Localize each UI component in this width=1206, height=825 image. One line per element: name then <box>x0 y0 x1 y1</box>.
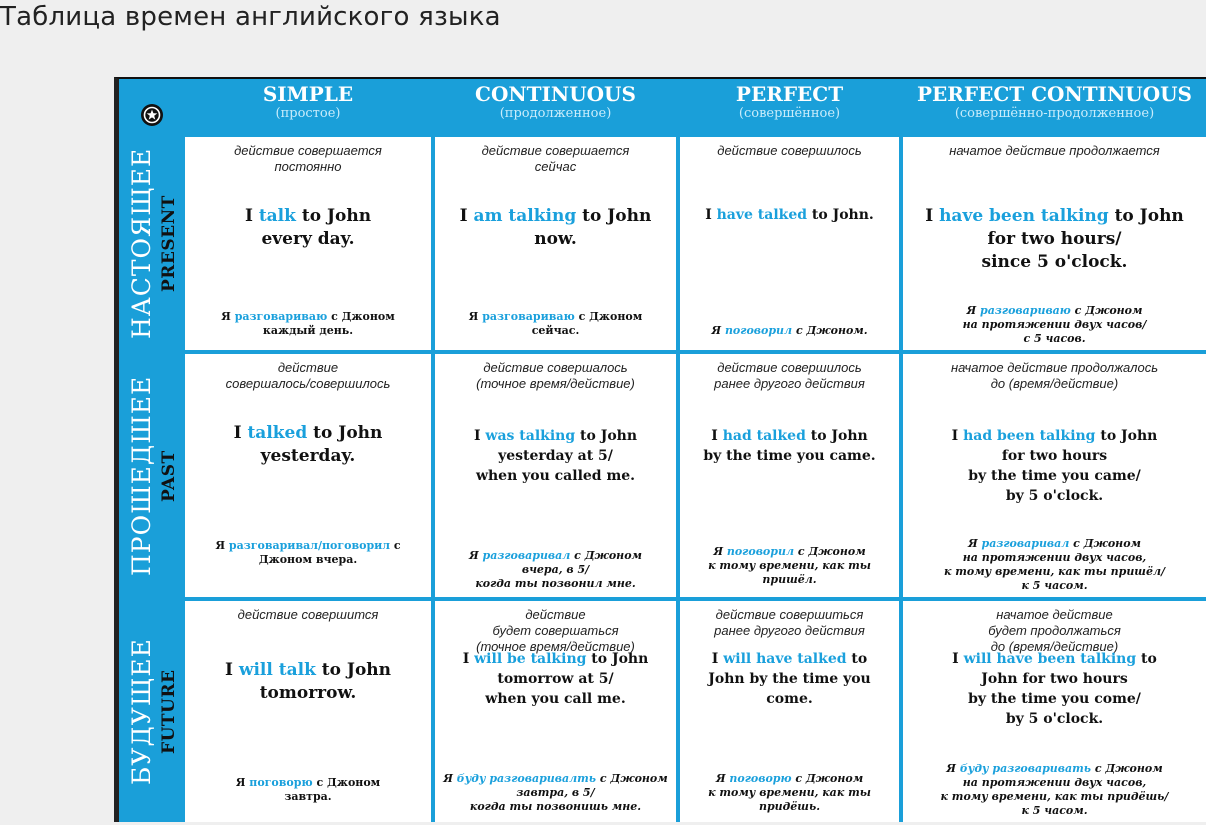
example-line <box>435 689 676 709</box>
text-part: by the time you come/ <box>968 691 1141 707</box>
tense-description <box>435 143 676 175</box>
description-line <box>903 360 1206 376</box>
example-sentence <box>680 649 899 709</box>
description-line <box>680 376 899 392</box>
tense-cell-present-perfect-continuous <box>903 137 1206 350</box>
text-part: I <box>462 651 475 667</box>
translation-line <box>435 549 676 563</box>
description-text: действие <box>525 607 586 622</box>
description-text: сейчас <box>534 159 577 174</box>
description-line <box>185 143 431 159</box>
tenses-table <box>114 77 1206 822</box>
highlighted-verb: will have talked <box>723 651 847 667</box>
column-subtitle: (продолженное) <box>499 106 612 121</box>
translation-line <box>903 804 1206 818</box>
example-line <box>903 669 1206 689</box>
column-title: PERFECT CONTINUOUS <box>917 82 1192 106</box>
example-line <box>903 446 1206 466</box>
star-icon <box>141 104 163 126</box>
text-part: to John. <box>807 207 874 223</box>
text-part: придёшь. <box>758 800 821 813</box>
highlighted-verb: will be talking <box>474 651 587 667</box>
text-part: вчера, в 5/ <box>521 563 590 576</box>
description-text: (точное время/действие) <box>476 376 635 391</box>
highlighted-verb: поговорю <box>249 776 313 789</box>
text-part: Я <box>968 537 982 550</box>
column-title: CONTINUOUS <box>475 82 636 106</box>
description-line <box>680 360 899 376</box>
highlighted-verb: will talk <box>238 660 316 680</box>
text-part: на протяжении двух часов, <box>962 551 1147 564</box>
text-part: когда ты позвонишь мне. <box>469 800 642 813</box>
tense-description <box>185 143 431 175</box>
column-subtitle: (совершённое) <box>738 106 841 121</box>
example-line <box>903 251 1206 274</box>
translation <box>435 549 676 591</box>
translation-line <box>185 310 431 324</box>
description-line <box>903 623 1206 639</box>
example-line <box>903 228 1206 251</box>
description-text: действие совершалось <box>483 360 628 375</box>
text-part: to <box>846 651 868 667</box>
example-sentence <box>185 659 431 705</box>
tense-cell-past-continuous <box>435 354 676 597</box>
example-sentence <box>185 422 431 468</box>
text-part: I <box>711 428 723 444</box>
example-line <box>435 466 676 486</box>
description-line <box>435 376 676 392</box>
text-part: к 5 часом. <box>1021 804 1088 817</box>
text-part: сейчас. <box>531 324 580 337</box>
page-title: Таблица времен английского языка <box>0 2 501 32</box>
translation-line <box>185 553 431 567</box>
column-title: SIMPLE <box>262 82 354 106</box>
example-line <box>185 205 431 228</box>
text-part: с Джоном <box>794 545 866 558</box>
description-line <box>435 360 676 376</box>
translation-line <box>903 304 1206 318</box>
highlighted-verb: talk <box>258 206 296 226</box>
translation-line <box>680 786 899 800</box>
text-part: к 5 часом. <box>1021 579 1088 592</box>
row-label-en: PRESENT <box>159 195 179 292</box>
tense-cell-present-continuous <box>435 137 676 350</box>
translation-line <box>903 537 1206 551</box>
text-part: to John <box>295 206 372 226</box>
example-sentence <box>435 205 676 251</box>
tense-cell-present-simple <box>185 137 431 350</box>
highlighted-verb: разговариваю <box>482 310 575 323</box>
tense-cell-past-perfect <box>680 354 899 597</box>
highlighted-verb: had been talking <box>963 428 1096 444</box>
description-line <box>435 143 676 159</box>
text-part: к тому времени, как ты <box>708 786 871 799</box>
translation <box>435 772 676 814</box>
text-part: с Джоном <box>327 310 395 323</box>
description-text: постоянно <box>274 159 342 174</box>
text-part: с Джоном <box>570 549 642 562</box>
translation-line <box>903 776 1206 790</box>
description-text: ранее другого действия <box>714 623 865 638</box>
translation-line <box>435 563 676 577</box>
tense-cell-past-simple <box>185 354 431 597</box>
description-text: действие совершается <box>481 143 630 158</box>
translation-line <box>185 790 431 804</box>
translation-line <box>185 776 431 790</box>
description-line <box>185 376 431 392</box>
highlighted-verb: am talking <box>473 206 577 226</box>
translation-line <box>680 324 899 338</box>
example-line <box>903 709 1206 729</box>
column-subtitle-wrap <box>185 106 431 122</box>
tense-description <box>435 360 676 392</box>
translation <box>185 539 431 567</box>
text-part: to John <box>575 428 638 444</box>
text-part: на протяжении двух часов/ <box>962 318 1147 331</box>
text-part: to John <box>586 651 649 667</box>
row-label-ru: БУДУЩЕЕ <box>127 638 156 785</box>
text-part: с Джоном <box>1070 304 1143 317</box>
translation <box>903 762 1206 818</box>
text-part: tomorrow at 5/ <box>497 671 614 687</box>
text-part: now. <box>534 229 577 249</box>
text-part: for two hours/ <box>987 229 1122 249</box>
row-label-present <box>119 137 185 350</box>
highlighted-verb: had talked <box>722 428 806 444</box>
text-part: к тому времени, как ты придёшь/ <box>940 790 1169 803</box>
example-line <box>903 466 1206 486</box>
highlighted-verb: поговорил <box>726 545 795 558</box>
example-line <box>435 426 676 446</box>
text-part: с Джоном <box>1091 762 1163 775</box>
text-part: every day. <box>261 229 355 249</box>
description-line <box>435 623 676 639</box>
text-part: к тому времени, как ты пришёл/ <box>943 565 1166 578</box>
text-part: to John <box>307 423 383 443</box>
column-header-continuous <box>435 79 676 135</box>
translation-line <box>680 800 899 814</box>
highlighted-verb: буду разговаривать <box>959 762 1092 775</box>
example-line <box>185 445 431 468</box>
description-text: действие совершается <box>234 143 382 158</box>
translation-line <box>435 786 676 800</box>
text-part: когда ты позвонил мне. <box>475 577 636 590</box>
highlighted-verb: have been talking <box>939 206 1109 226</box>
example-line <box>903 426 1206 446</box>
translation <box>435 310 676 338</box>
highlighted-verb: have talked <box>716 207 808 223</box>
text-part: to <box>1136 651 1157 667</box>
description-text: действие совершилось <box>717 360 862 375</box>
description-line <box>903 376 1206 392</box>
description-line <box>185 159 431 175</box>
example-sentence <box>185 205 431 251</box>
description-text: совершалось/совершилось <box>225 376 391 391</box>
description-text: действие совершилось <box>717 143 862 158</box>
description-line <box>680 143 899 159</box>
description-text: до (время/действие) <box>990 376 1119 391</box>
description-line <box>680 623 899 639</box>
tense-cell-future-perfect <box>680 601 899 822</box>
text-part: to John <box>805 428 868 444</box>
tense-description <box>185 607 431 623</box>
highlighted-verb: will have been talking <box>963 651 1137 667</box>
translation <box>185 776 431 804</box>
text-part: since 5 o'clock. <box>981 252 1128 272</box>
tense-description <box>680 607 899 639</box>
column-title-wrap <box>185 82 431 106</box>
text-part: Я <box>966 304 981 317</box>
example-sentence <box>435 426 676 486</box>
highlighted-verb: was talking <box>485 428 576 444</box>
text-part: to John <box>315 660 392 680</box>
row-label-future <box>119 601 185 822</box>
translation-line <box>435 800 676 814</box>
highlighted-verb: разговаривал <box>981 537 1070 550</box>
translation-line <box>903 565 1206 579</box>
translation <box>903 304 1206 346</box>
description-text: начатое действие продолжается <box>949 143 1160 158</box>
tense-description <box>903 360 1206 392</box>
text-part: Я <box>715 772 730 785</box>
text-part: to John <box>576 206 652 226</box>
translation <box>185 310 431 338</box>
example-line <box>680 649 899 669</box>
description-text: начатое действие продолжалось <box>950 360 1159 375</box>
text-part: на протяжении двух часов, <box>962 776 1147 789</box>
text-part: I <box>473 428 486 444</box>
text-part: к тому времени, как ты <box>708 559 871 572</box>
text-part: завтра, в 5/ <box>516 786 595 799</box>
description-text: (точное время/действие) <box>476 639 635 654</box>
example-sentence <box>680 205 899 225</box>
example-line <box>680 689 899 709</box>
column-subtitle: (совершённо-продолженное) <box>954 106 1155 121</box>
example-line <box>435 669 676 689</box>
translation-line <box>903 790 1206 804</box>
description-text: действие <box>277 360 339 375</box>
text-part: каждый день. <box>262 324 354 337</box>
tense-cell-present-perfect <box>680 137 899 350</box>
tense-description <box>435 607 676 655</box>
example-line <box>903 486 1206 506</box>
example-line <box>680 426 899 446</box>
highlighted-verb: разговариваю <box>234 310 328 323</box>
text-part: I <box>233 423 248 443</box>
text-part: for two hours <box>1001 448 1108 464</box>
example-line <box>680 446 899 466</box>
tense-description <box>680 360 899 392</box>
text-part: Я <box>221 310 235 323</box>
text-part: с Джоном <box>312 776 381 789</box>
example-line <box>185 228 431 251</box>
row-label-en: PAST <box>159 449 179 502</box>
translation-line <box>185 324 431 338</box>
text-part: Я <box>946 762 960 775</box>
translation-line <box>903 551 1206 565</box>
example-sentence <box>435 649 676 709</box>
highlighted-verb: разговаривал <box>482 549 571 562</box>
description-text: ранее другого действия <box>714 376 865 391</box>
text-part: завтра. <box>284 790 332 803</box>
text-part: пришёл. <box>762 573 817 586</box>
text-part: I <box>925 206 940 226</box>
example-line <box>680 669 899 689</box>
text-part: tomorrow. <box>259 683 357 703</box>
example-line <box>435 446 676 466</box>
column-title-wrap <box>435 82 676 106</box>
translation <box>903 537 1206 593</box>
text-part: by 5 o'clock. <box>1005 711 1104 727</box>
translation-line <box>435 577 676 591</box>
translation <box>680 545 899 587</box>
translation-line <box>903 579 1206 593</box>
translation-line <box>435 772 676 786</box>
highlighted-verb: разговаривал/поговорил <box>228 539 391 552</box>
text-part: to John <box>1108 206 1184 226</box>
example-line <box>185 659 431 682</box>
description-line <box>435 159 676 175</box>
text-part: to John <box>1095 428 1158 444</box>
text-part: Джоном вчера. <box>258 553 358 566</box>
tense-cell-past-perfect-continuous <box>903 354 1206 597</box>
column-title-wrap <box>903 82 1206 106</box>
text-part: by the time you came/ <box>968 468 1141 484</box>
text-part: John for two hours <box>981 671 1128 687</box>
example-sentence <box>680 426 899 466</box>
text-part: I <box>952 651 964 667</box>
text-part: yesterday at 5/ <box>498 448 613 464</box>
row-label-ru: ПРОШЕДШЕЕ <box>127 375 156 576</box>
column-subtitle-wrap <box>680 106 899 122</box>
translation <box>680 772 899 814</box>
translation-line <box>435 324 676 338</box>
highlighted-verb: talked <box>247 423 308 443</box>
tense-description <box>680 143 899 159</box>
tense-description <box>185 360 431 392</box>
example-line <box>435 649 676 669</box>
translation-line <box>903 762 1206 776</box>
translation-line <box>680 559 899 573</box>
column-subtitle: (простое) <box>275 106 341 121</box>
text-part: Я <box>215 539 229 552</box>
text-part: Я <box>235 776 250 789</box>
description-text: до (время/действие) <box>990 639 1119 654</box>
column-header-simple <box>185 79 431 135</box>
description-text: действие совершиться <box>715 607 864 622</box>
text-part: Я <box>469 549 483 562</box>
translation-line <box>680 545 899 559</box>
text-part: с Джоном <box>596 772 668 785</box>
text-part: I <box>951 428 964 444</box>
text-part: I <box>705 207 717 223</box>
translation-line <box>680 772 899 786</box>
example-line <box>185 682 431 705</box>
text-part: when you call me. <box>485 691 626 707</box>
text-part: I <box>711 651 724 667</box>
column-header-perfect <box>680 79 899 135</box>
translation <box>680 324 899 338</box>
example-sentence <box>903 426 1206 506</box>
text-part: yesterday. <box>260 446 356 466</box>
translation-line <box>680 573 899 587</box>
text-part: с Джоном <box>791 772 864 785</box>
text-part: Я <box>468 310 483 323</box>
text-part: с Джоном <box>574 310 643 323</box>
example-line <box>435 228 676 251</box>
tense-description <box>903 143 1206 159</box>
translation-line <box>903 332 1206 346</box>
column-subtitle-wrap <box>903 106 1206 122</box>
tense-cell-future-perfect-continuous <box>903 601 1206 822</box>
text-part: John by the time you <box>708 671 871 687</box>
text-part: I <box>224 660 239 680</box>
example-line <box>903 649 1206 669</box>
highlighted-verb: поговорил <box>724 324 793 337</box>
description-line <box>185 360 431 376</box>
text-part: Я <box>443 772 457 785</box>
text-part: с Джоном <box>1069 537 1141 550</box>
translation-line <box>903 318 1206 332</box>
description-line <box>680 607 899 623</box>
column-header-perfect-continuous <box>903 79 1206 135</box>
tense-description <box>903 607 1206 655</box>
highlighted-verb: поговорю <box>729 772 792 785</box>
description-text: действие совершится <box>237 607 379 622</box>
highlighted-verb: буду разговаривалть <box>456 772 597 785</box>
example-line <box>680 205 899 225</box>
translation-line <box>435 310 676 324</box>
example-line <box>903 689 1206 709</box>
text-part: с 5 часов. <box>1023 332 1086 345</box>
example-line <box>185 422 431 445</box>
description-text: начатое действие <box>996 607 1113 622</box>
description-line <box>435 607 676 623</box>
example-line <box>435 205 676 228</box>
text-part: Я <box>713 545 727 558</box>
text-part: с Джоном. <box>792 324 868 337</box>
column-subtitle-wrap <box>435 106 676 122</box>
example-line <box>903 205 1206 228</box>
highlighted-verb: разговариваю <box>980 304 1071 317</box>
row-label-ru: НАСТОЯЩЕЕ <box>127 147 156 339</box>
row-label-past <box>119 354 185 597</box>
text-part: I <box>459 206 474 226</box>
example-sentence <box>903 649 1206 729</box>
description-line <box>903 607 1206 623</box>
translation-line <box>185 539 431 553</box>
tense-cell-future-continuous <box>435 601 676 822</box>
column-title-wrap <box>680 82 899 106</box>
text-part: Я <box>711 324 725 337</box>
example-sentence <box>903 205 1206 274</box>
text-part: с <box>390 539 401 552</box>
description-text: будет совершаться <box>492 623 619 638</box>
text-part: I <box>244 206 259 226</box>
text-part: by the time you came. <box>703 448 876 464</box>
text-part: when you called me. <box>475 468 636 484</box>
row-label-en: FUTURE <box>159 669 179 754</box>
description-text: будет продолжаться <box>988 623 1121 638</box>
description-line <box>185 607 431 623</box>
text-part: come. <box>766 691 813 707</box>
column-title: PERFECT <box>735 82 844 106</box>
text-part: by 5 o'clock. <box>1005 488 1104 504</box>
description-line <box>903 143 1206 159</box>
tense-cell-future-simple <box>185 601 431 822</box>
